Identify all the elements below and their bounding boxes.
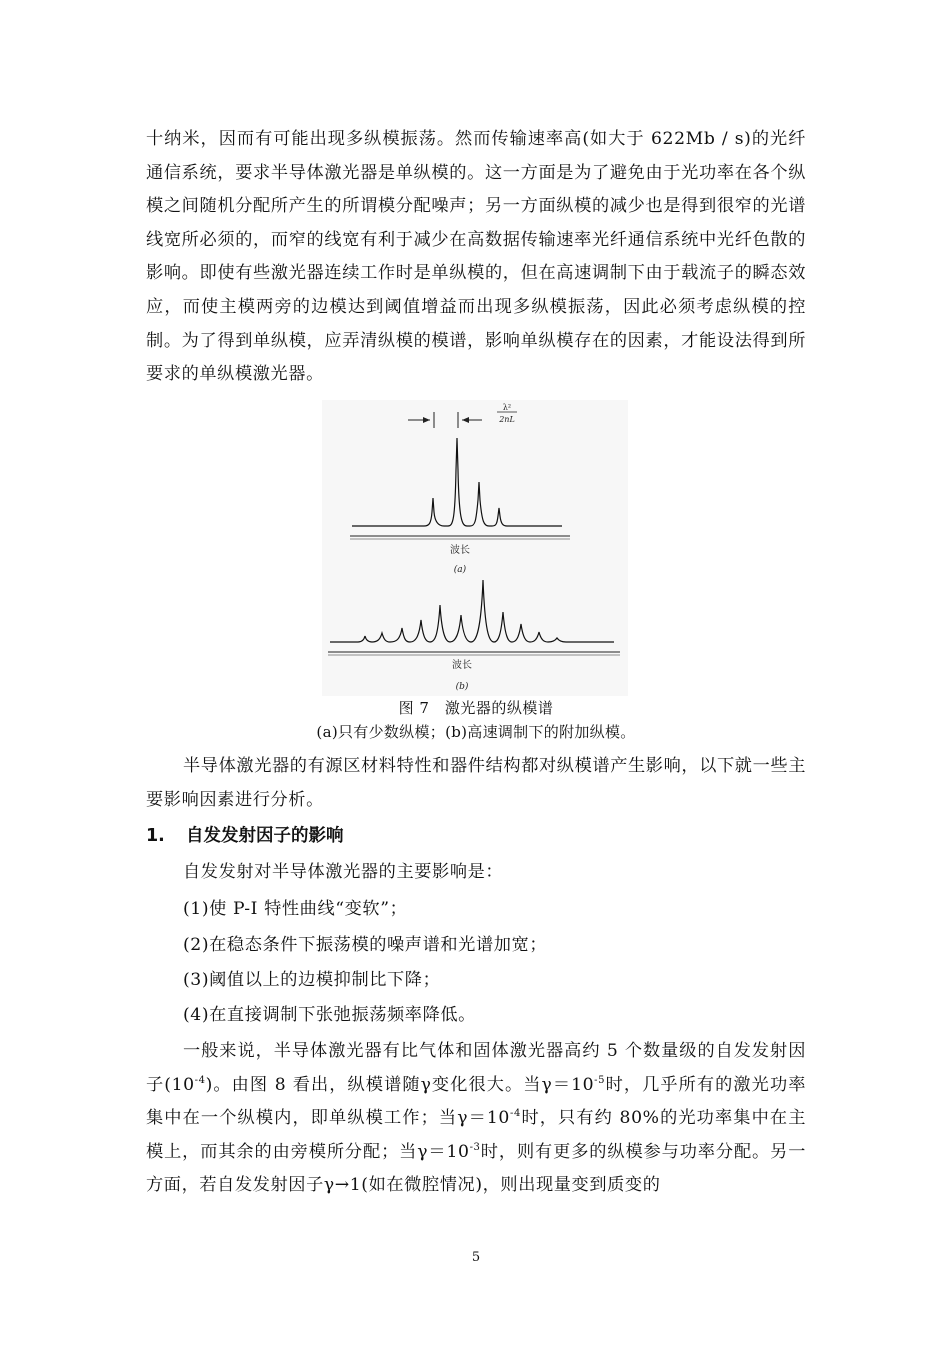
- page-number: 5: [471, 1250, 481, 1265]
- x-axis-label-b: 波长: [452, 660, 472, 671]
- effect-item-2: (2)在稳态条件下振荡模的噪声谱和光谱加宽；: [183, 935, 548, 955]
- mode-spectrum-svg: [322, 400, 628, 696]
- paragraph-spontaneous-factor: [146, 1035, 806, 1203]
- spacing-label-numerator: λ²: [502, 403, 512, 412]
- p3-text-1: 一般来说，半导体激光器有比气体和固体激光器高约 5 个数量级的自发发射因子(10: [146, 1041, 806, 1095]
- p3-exponent-3: -4: [509, 1108, 521, 1120]
- p3-text-2: )。由图 8 看出，纵模谱随γ变化很大。当γ＝10: [205, 1074, 595, 1095]
- spacing-label-denominator: 2nL: [499, 415, 515, 424]
- p3-exponent-4: -3: [469, 1141, 481, 1153]
- figure-caption: 图 7 激光器的纵模谱: [398, 699, 554, 717]
- paragraph-influence-factors: 半导体激光器的有源区材料特性和器件结构都对纵模谱产生影响，以下就一些主要影响因素进行分析。: [146, 756, 806, 810]
- paragraph-intro: 十纳米，因而有可能出现多纵模振荡。然而传输速率高(如大于 622Mb / s)的光纤通信系统，要求半导体激光器是单纵模的。这一方面是为了避免由于光功率在各个纵模之间随机分配所产生的所谓模分配噪声；另一方面纵模的减少也是得到很窄的光谱线宽所必须的，而窄的线宽有利于减少在高数据传输速率光纤通信系统中光纤色散的影响。即使有些激光器连续工作时是单纵模的，但在高速调制下由于载流子的瞬态效应，而使主模两旁的边模达到阈值增益而出现多纵模振荡，因此必须考虑纵模的控制。为了得到单纵模，应弄清纵模的模谱，影响单纵模存在的因素，才能设法得到所要求的单纵模激光器。: [146, 129, 806, 385]
- section-number: 1.: [146, 826, 165, 846]
- effect-item-4: (4)在直接调制下张弛振荡频率降低。: [183, 1005, 476, 1025]
- figure-subcaption: (a)只有少数纵模；(b)高速调制下的附加纵模。: [316, 723, 636, 741]
- p3-text-5: 时，则有更多的纵模参与功率分配。另一方面，若自发发射因子γ→1(如在微腔情况)，则出现量变到质变的: [146, 1141, 806, 1196]
- p3-exponent-1: -4: [194, 1074, 206, 1086]
- longitudinal-mode-spectrum-figure: [322, 400, 628, 696]
- p3-text-3: 时，几乎所有的激光功率集中在一个纵模内，即单纵模工作；当γ＝10: [146, 1074, 806, 1129]
- effect-item-3: (3)阈值以上的边模抑制比下降；: [183, 970, 441, 990]
- p3-exponent-2: -5: [594, 1074, 606, 1086]
- section-title: 自发发射因子的影响: [186, 826, 344, 846]
- x-axis-label-a: 波长: [450, 545, 470, 556]
- effect-item-1: (1)使 P-I 特性曲线“变软”；: [183, 899, 408, 919]
- spontaneous-emission-intro: 自发发射对半导体激光器的主要影响是：: [183, 862, 504, 882]
- panel-label-a: (a): [453, 565, 467, 575]
- panel-label-b: (b): [455, 682, 469, 692]
- section-heading: [146, 820, 344, 853]
- p3-text-4: 时，只有约 80%的光功率集中在主模上，而其余的由旁模所分配；当γ＝10: [146, 1108, 806, 1162]
